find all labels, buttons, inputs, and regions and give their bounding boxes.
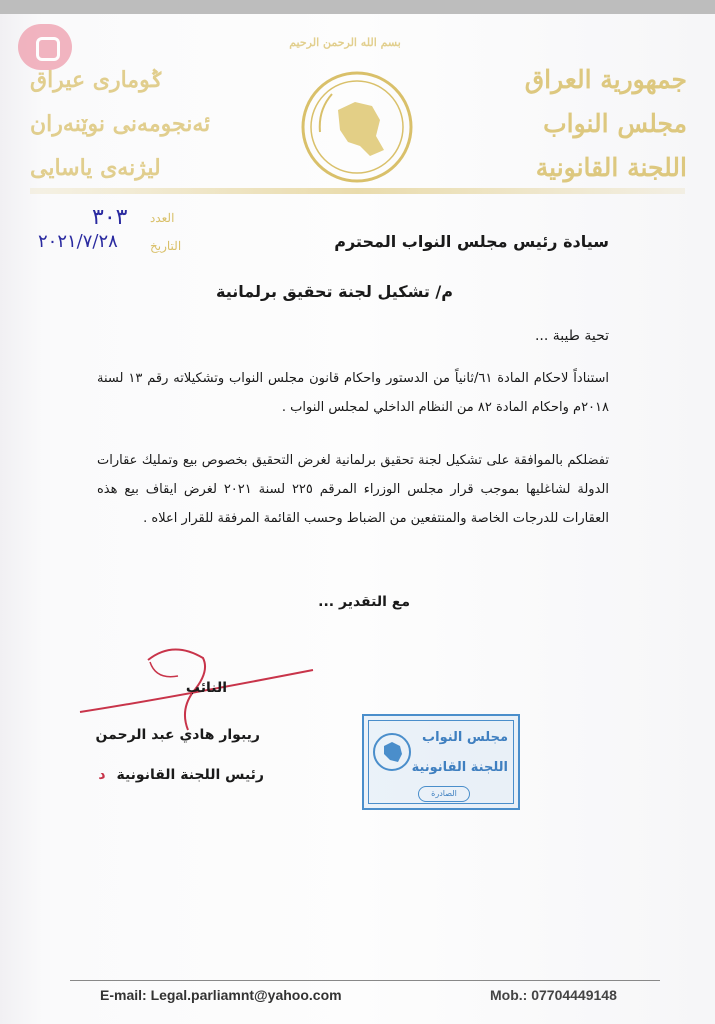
stamp-line: مجلس النواب: [422, 730, 508, 745]
header-arabic-line: مجلس النواب: [543, 109, 687, 138]
header-arabic-block: [487, 58, 687, 190]
footer-mobile: Mob.: 07704449148: [490, 987, 617, 1003]
header-kurdish-line: لیژنەی یاسایی: [30, 155, 161, 181]
reference-number: ٣٠٣: [92, 205, 128, 230]
header-kurdish-line: ݣوماری عیراق: [30, 67, 164, 93]
header-kurdish-block: [30, 58, 230, 190]
stamp-line: اللجنة القانونية: [411, 760, 508, 775]
official-stamp: [362, 714, 520, 810]
header-arabic-line: اللجنة القانونية: [535, 153, 687, 182]
body-paragraph: استناداً لاحكام المادة ٦١/ثانياً من الدستور واحكام قانون مجلس النواب وتشكيلاته رقم ١٣ لسنة ٢٠١٨م واحكام المادة ٨٢ من النظام الداخلي لمجلس النواب .: [97, 371, 610, 415]
subject-line: م/ تشكيل لجنة تحقيق برلمانية: [216, 282, 453, 301]
top-status-bar: [0, 0, 715, 14]
footer-divider: [70, 980, 660, 981]
reference-block: [30, 205, 190, 255]
signatory-position: [98, 767, 264, 783]
signatory-title: النائب: [185, 680, 227, 696]
signatory-position-text: رئيس اللجنة القانونية: [116, 767, 264, 783]
iraq-map-emblem: [300, 70, 415, 185]
header-divider: [30, 188, 685, 194]
iraq-map-seal: [372, 732, 412, 772]
header-kurdish-line: ئەنجومەنی نوێنەران: [30, 111, 211, 137]
header-top-banner: بسم الله الرحمن الرحيم: [289, 36, 401, 49]
signatory-name: ريبوار هادي عبد الرحمن: [95, 727, 260, 743]
addressee: سيادة رئيس مجلس النواب المحترم: [334, 232, 609, 251]
reference-date-label: التاريخ: [150, 239, 182, 253]
stamp-badge: الصادرة: [418, 786, 470, 802]
footer-email: E-mail: Legal.parliamnt@yahoo.com: [100, 987, 342, 1003]
greeting: تحية طيبة ...: [534, 328, 609, 344]
reference-date: ٢٠٢١/٧/٢٨: [38, 231, 118, 252]
body-paragraph: تفضلكم بالموافقة على تشكيل لجنة تحقيق برلمانية لغرض التحقيق بخصوص بيع وتمليك عقارات الدولة لشاغليها بموجب قرار مجلس الوزراء المرقم ٢٢٥ لسنة ٢٠٢١ لغرض ايقاف بيع هذه العقارات للدرجات الخاصة والمنتفعين من الضباط وحسب القائمة المرفقة للقرار اعلاه .: [97, 453, 609, 526]
header-arabic-line: جمهورية العراق: [524, 65, 687, 94]
reference-number-label: العدد: [150, 211, 175, 225]
signatory-position-prefix: د: [98, 767, 106, 783]
closing-line: مع التقدير ...: [318, 594, 410, 610]
